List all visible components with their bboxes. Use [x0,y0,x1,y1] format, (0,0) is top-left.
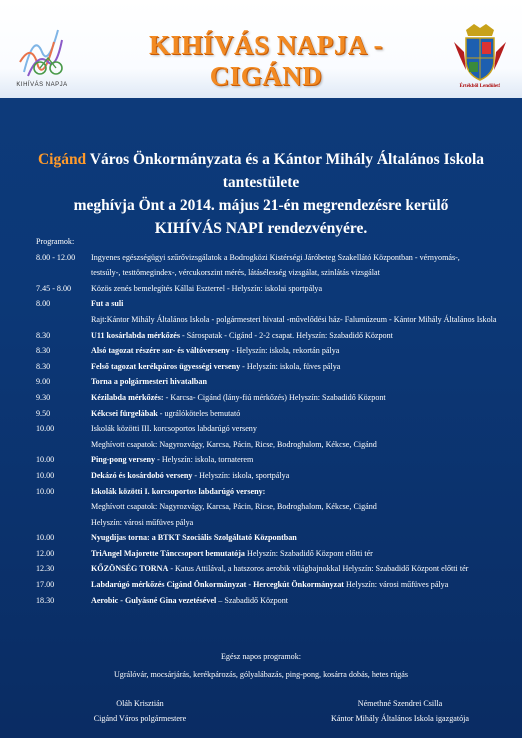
program-row [36,265,516,281]
intro-line-1 [20,148,502,194]
program-time: 10.00 [36,455,55,465]
program-description [91,484,516,500]
program-details: - Helyszín: iskola, tornaterem [155,455,254,465]
program-details: Közös zenés bemelegítés Kállai Eszterrel - Helyszín: iskolai sportpálya [91,283,323,293]
program-time [36,499,91,515]
program-description [91,328,516,344]
program-row [36,328,516,344]
program-row [36,312,516,328]
signature-left-name: Oláh Krisztián [116,699,164,708]
program-details: Meghívott csapatok: Nagyrozvágy, Karcsa, Pácin, Ricse, Bodroghalom, Kékcse, Cigánd [91,439,377,449]
program-time [36,265,91,281]
program-row [36,359,516,375]
program-description [91,390,516,406]
program-time: 10.00 [36,486,55,496]
program-title: Iskolák közötti I. korcsoportos labdarúgó verseny: [91,486,266,496]
program-title: Nyugdíjas torna: a BTKT Szociális Szolgáltató Központban [91,533,297,543]
runner-logo-icon [14,22,68,82]
program-title: U11 kosárlabda mérkőzés [91,330,181,340]
program-details: Meghívott csapatok: Nagyrozvágy, Karcsa, Pácin, Ricse, Bodroghalom, Kékcse, Cigánd [91,502,377,512]
program-description [91,530,516,546]
program-description [91,421,516,437]
program-time: 10.00 [36,424,55,434]
program-time: 17.00 [36,580,55,590]
signature-right-name: Némethné Szendrei Csilla [357,699,443,708]
program-row [36,421,516,437]
program-description [91,499,516,515]
program-details: Ingyenes egészségügyi szűrővizsgálatok a Bodrogközi Kistérségi Járóbeteg Szakellátó Központban - vérnyomás-, [91,252,460,262]
program-row [36,250,516,266]
program-description [91,468,516,484]
program-time [36,515,91,531]
program-description [91,343,516,359]
crest-motto: Értékből Lendület! [459,84,501,89]
program-title: Ping-pong verseny [91,455,156,465]
program-details: Rajt:Kántor Mihály Általános Iskola - polgármesteri hivatal -művelődési ház- Falumúzeum - Kántor Mihály Általános Iskola [91,314,497,324]
program-time: 10.00 [36,470,55,480]
program-time: 8.00 [36,299,51,309]
program-time [36,437,91,453]
program-details: Helyszín: Szabadidő Központ előtti tér [244,548,373,558]
program-details: - Helyszín: iskola, rekortán pálya [229,346,340,356]
invitation-text [20,148,502,240]
program-details: - Sárospatak - Cigánd - 2-2 csapat. Helyszín: Szabadidő Központ [180,330,393,340]
program-description [91,374,516,390]
program-details: – Szabadidő Központ [216,595,288,605]
program-title: Kékcsei fürgelábak [91,408,158,418]
program-list [36,234,516,608]
program-details: Helyszín: városi műfüves pálya [91,517,194,527]
program-time: 12.00 [36,548,55,558]
program-row [36,499,516,515]
program-time: 7.45 - 8.00 [36,283,72,293]
program-time [36,312,91,328]
program-time: 8.00 - 12.00 [36,252,76,262]
program-title: Alsó tagozat részére sor- és váltóverseny [91,346,230,356]
signature-left [60,696,220,726]
program-title: KŐZÖNSÉG TORNA [91,564,169,574]
summary-text: Ugrálóvár, mocsárjárás, kerékpározás, gólyalábazás, ping-pong, kosárra dobás, hetes rúgás [113,670,409,679]
program-details: - Helyszín: iskola, füves pálya [240,361,341,371]
program-title: Fut a suli [91,299,124,309]
program-title: Felső tagozat kerékpáros ügyességi verseny [91,361,241,371]
program-title: Dekázó és kosárdobó verseny [91,470,193,480]
program-rows [36,250,516,609]
program-description [91,515,516,531]
program-description [91,359,516,375]
all-day-programs [0,648,522,684]
program-details: testsúly-, testtömegindex-, vércukorszint mérés, látásélesség vizsgálat, szinlátás vizsgálat [91,268,380,278]
program-row [36,546,516,562]
crest-icon [452,22,508,84]
program-row [36,452,516,468]
program-description [91,250,516,266]
coat-of-arms [452,22,508,94]
signature-left-role: Cigánd Város polgármestere [93,714,187,723]
program-title: Torna a polgármesteri hivatalban [91,377,207,387]
summary-title: Egész napos programok: [220,652,302,661]
program-row [36,530,516,546]
program-row [36,468,516,484]
page-title: KIHÍVÁS NAPJA - CIGÁND [148,30,384,91]
program-description [91,296,516,312]
program-row [36,296,516,312]
program-time: 12.30 [36,564,55,574]
programs-label: Programok: [36,237,75,246]
intro-highlight: Cigánd [37,151,87,168]
program-title: Labdarúgó mérkőzés Cigánd Önkormányzat - Hercegkút Önkormányzat [91,580,345,590]
kihivas-napja-logo [14,22,68,94]
program-time: 9.30 [36,392,51,402]
intro-line-3: KIHÍVÁS NAPI rendezvényére. [154,220,368,237]
program-title: Kézilabda mérkőzés: [91,392,164,402]
signature-right-role: Kántor Mihály Általános Iskola igazgatója [330,714,469,723]
program-title: TriAngel Majorette Tánccsoport bemutatója [91,548,245,558]
program-details: - Helyszín: iskola, sportpálya [192,470,290,480]
program-row [36,561,516,577]
program-time: 8.30 [36,346,51,356]
program-row [36,593,516,609]
program-description [91,437,516,453]
intro-line-1-rest: Város Önkormányzata és a Kántor Mihály Általános Iskola tantestülete [86,151,485,191]
program-row [36,577,516,593]
program-row [36,343,516,359]
program-row [36,390,516,406]
program-row [36,281,516,297]
program-details: Iskolák közötti III. korcsoportos labdarúgó verseny [91,424,257,434]
program-title: Aerobic - Gulyásné Gina vezetésével [91,595,217,605]
signature-right [300,696,500,726]
program-time: 10.00 [36,533,55,543]
program-time: 8.30 [36,330,51,340]
program-row [36,374,516,390]
logo-caption: KIHÍVÁS NAPJA [16,82,68,88]
program-row [36,406,516,422]
program-description [91,593,516,609]
program-description [91,265,516,281]
program-details: - ugrálóköteles bemutató [157,408,241,418]
program-time: 9.00 [36,377,51,387]
program-description [91,546,516,562]
program-row [36,437,516,453]
program-time: 18.30 [36,595,55,605]
intro-line-2: meghívja Önt a 2014. május 21-én megrendezésre kerülő [73,197,449,214]
program-row [36,484,516,500]
program-details: Helyszín: városi műfüves pálya [344,580,449,590]
program-row [36,515,516,531]
program-description [91,452,516,468]
program-details: - Katus Attilával, a hatszoros aerobik világbajnokkal Helyszín: Szabadidő Központ előtti tér [168,564,469,574]
program-description [91,561,516,577]
program-time: 8.30 [36,361,51,371]
program-description [91,406,516,422]
program-description [91,312,516,328]
program-description [91,281,516,297]
program-time: 9.50 [36,408,51,418]
program-details: - Karcsa- Cigánd (lány-fiú mérkőzés) Helyszín: Szabadidő Központ [163,392,386,402]
program-description [91,577,516,593]
header-banner [0,0,522,98]
